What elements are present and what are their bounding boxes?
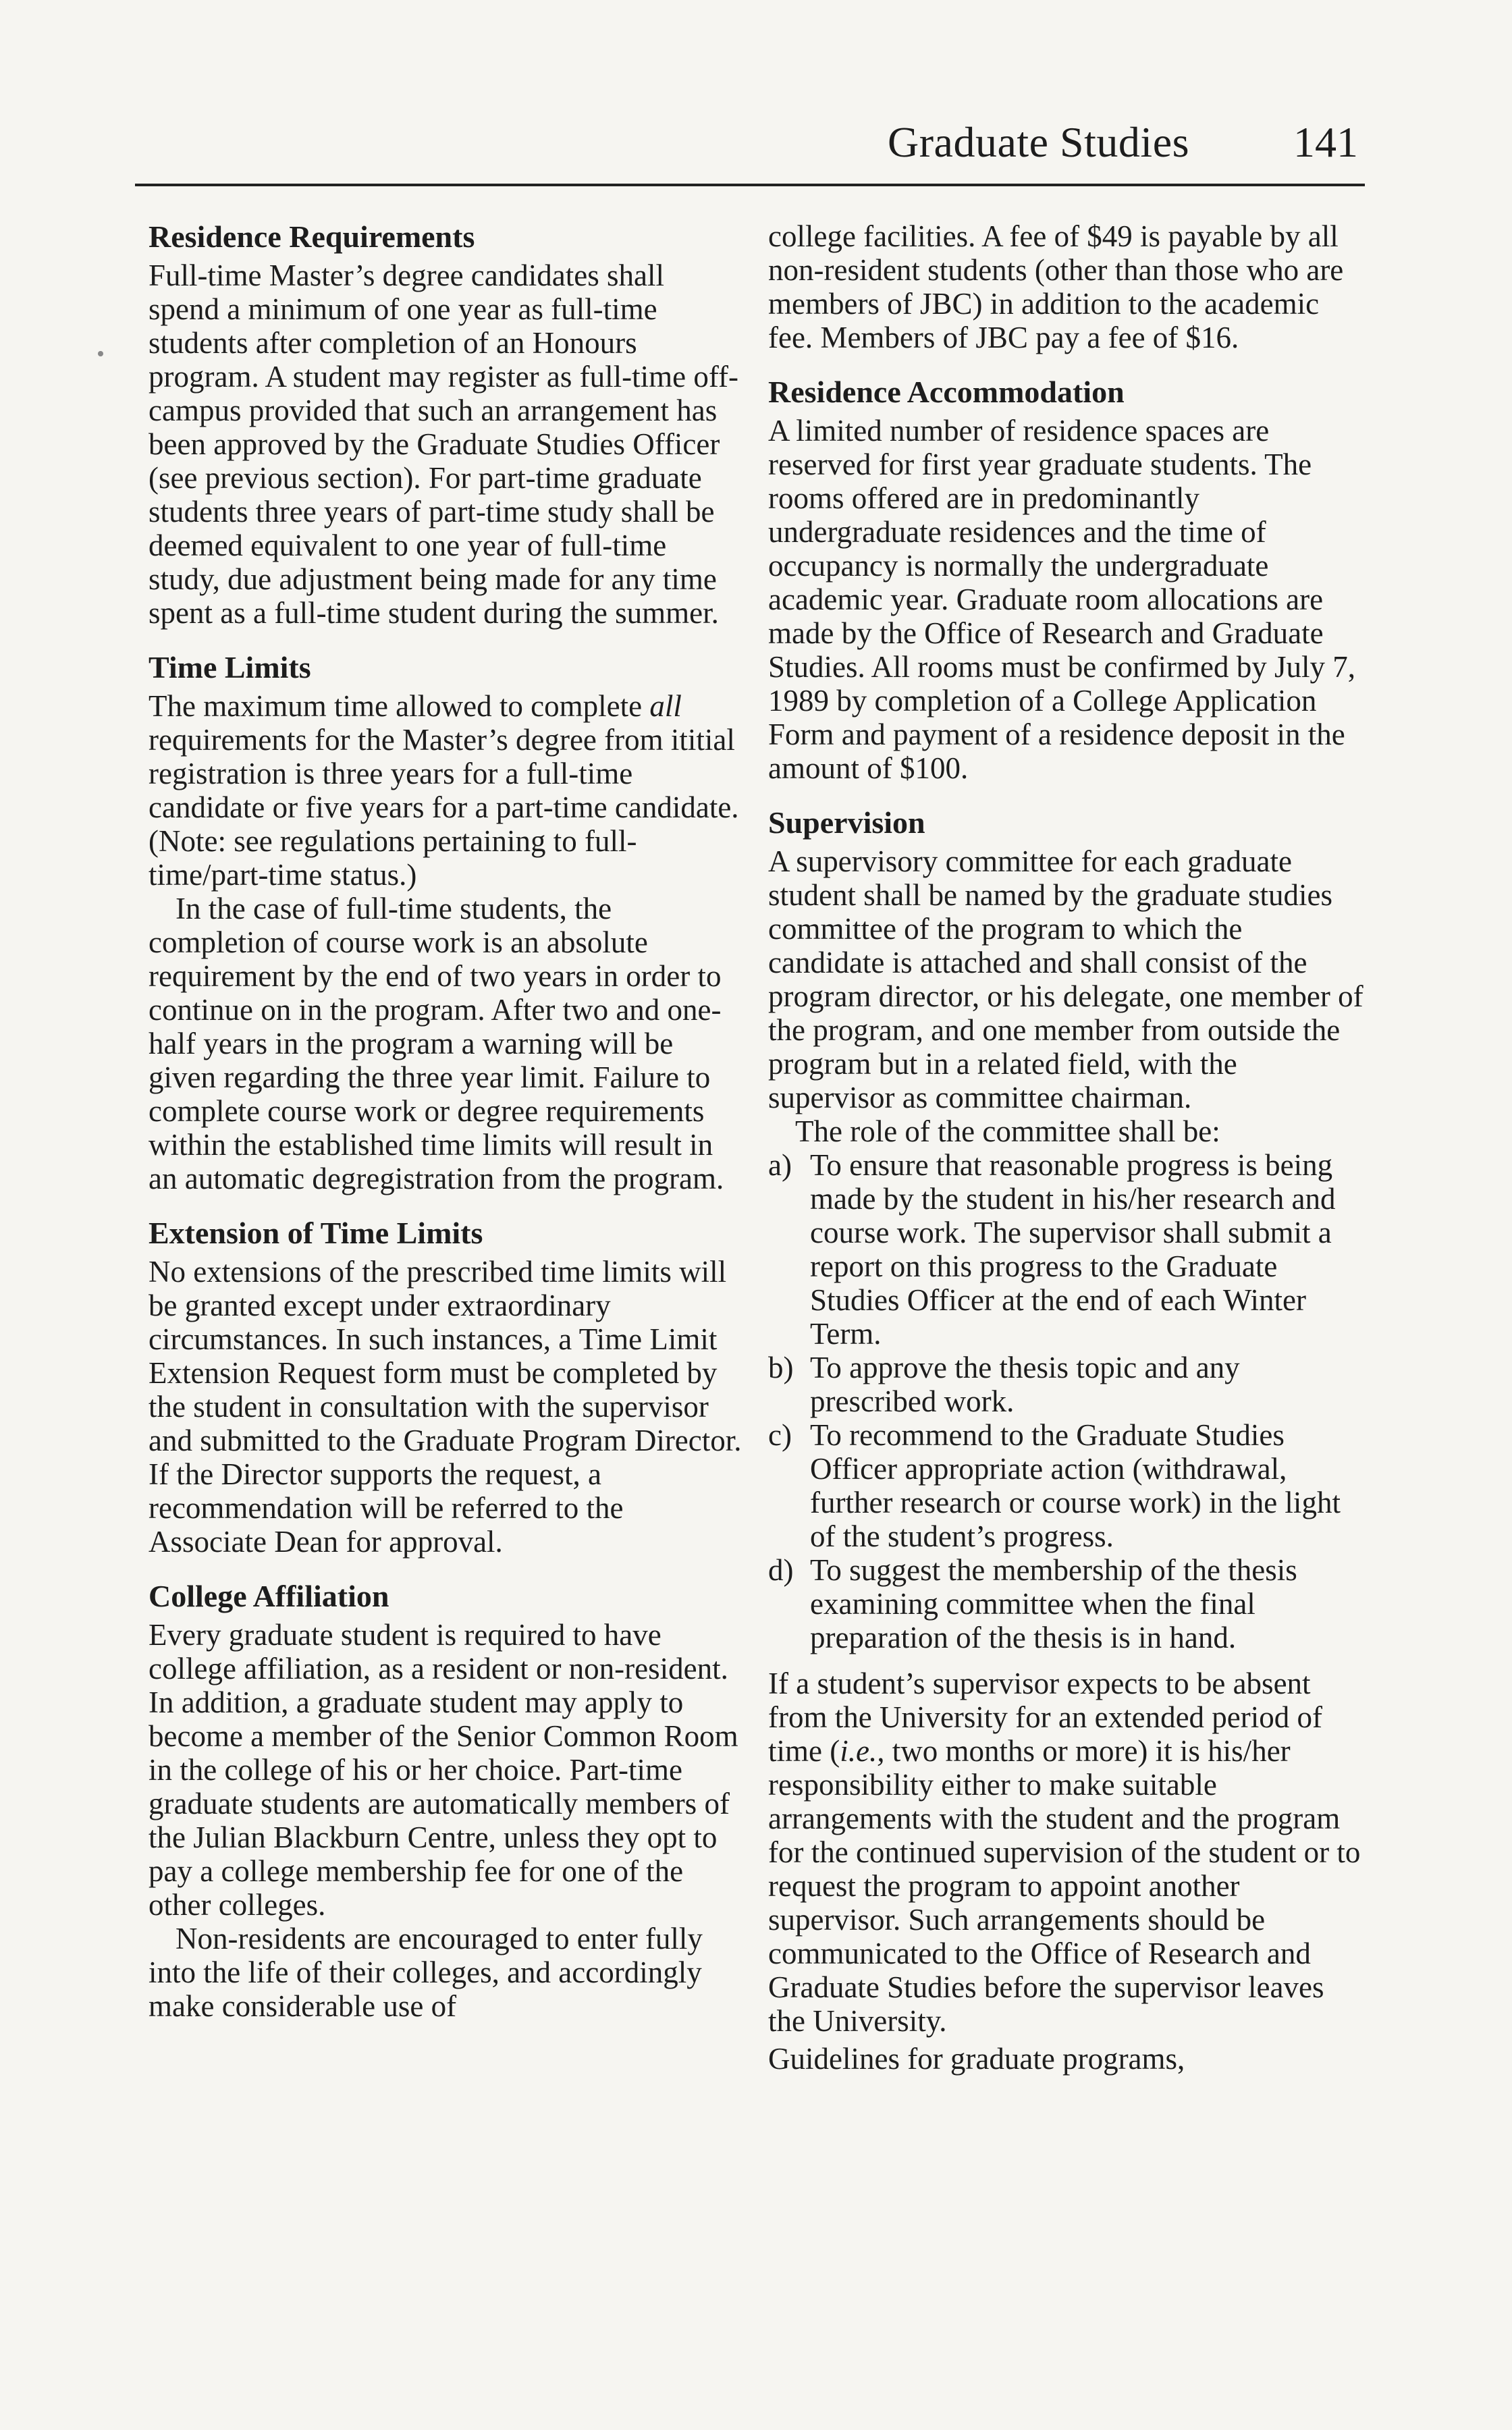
list-text: To recommend to the Graduate Studies Officer appropriate action (withdrawal, further research or course work) in the light of the student’s progress. xyxy=(810,1418,1341,1553)
right-column xyxy=(768,219,1366,2096)
list-label: b) xyxy=(768,1351,794,1384)
section-residence-requirements xyxy=(148,219,742,630)
paragraph: The role of the committee shall be: xyxy=(795,1114,1220,1148)
section-residence-accommodation xyxy=(768,375,1366,785)
text-run: two months or more) it is his/her responsibility either to make suitable arrangements with the student and the program for the continued supervision of the student or to request the program to appoint another supervisor. Such arrangements should be communicated to the Office of Research and Graduate Studies before the supervisor leaves the University. xyxy=(768,1734,1361,2038)
section-heading: Supervision xyxy=(768,805,925,840)
text-run: The maximum time allowed to complete xyxy=(148,689,650,723)
section-college-affiliation xyxy=(148,1579,742,2023)
paragraph: Every graduate student is required to have college affiliation, as a resident or non-resident. In addition, a graduate student may apply to become a member of the Senior Common Room in the college of his or her choice. Part-time graduate students are automatically members of the Julian Blackburn Centre, unless they opt to pay a college membership fee for one of the other colleges. xyxy=(148,1618,738,1922)
list-item xyxy=(768,1351,1366,1418)
paragraph: A supervisory committee for each graduate student shall be named by the graduate studies committee of the program to which the candidate is attached and shall consist of the program director, or his delegate, one member of the program, and one member from outside the program but in a related field, with the supervisor as committee chairman. xyxy=(768,844,1364,1114)
paragraph: A limited number of residence spaces are reserved for first year graduate students. The rooms offered are in predominantly undergraduate residences and the time of occupancy is normally the undergraduate academic year. Graduate room allocations are made by the Office of Research and Graduate Studies. All rooms must be confirmed by July 7, 1989 by completion of a College Application Form and payment of a residence deposit in the amount of $100. xyxy=(768,414,1355,785)
section-continuation xyxy=(768,219,1366,354)
list-label: c) xyxy=(768,1418,792,1452)
section-time-limits xyxy=(148,650,742,1195)
section-extension-of-time-limits xyxy=(148,1216,742,1559)
emphasis: i.e., xyxy=(840,1734,885,1768)
paragraph: Guidelines for graduate programs, xyxy=(768,2042,1185,2076)
committee-roles-list xyxy=(768,1148,1366,1654)
list-item xyxy=(768,1418,1366,1553)
section-heading: College Affiliation xyxy=(148,1579,389,1613)
section-heading: Residence Accommodation xyxy=(768,375,1125,409)
section-heading: Time Limits xyxy=(148,650,311,684)
list-item xyxy=(768,1553,1366,1654)
paragraph xyxy=(148,689,742,892)
list-item xyxy=(768,1148,1366,1351)
running-title: Graduate Studies xyxy=(888,118,1189,166)
page-header xyxy=(135,113,1365,186)
section-heading: Extension of Time Limits xyxy=(148,1216,483,1250)
list-text: To suggest the membership of the thesis examining committee when the final preparation of the thesis is in hand. xyxy=(810,1553,1297,1654)
list-label: a) xyxy=(768,1148,792,1182)
margin-dot xyxy=(98,351,103,356)
section-heading: Residence Requirements xyxy=(148,219,475,254)
paragraph: No extensions of the prescribed time limits will be granted except under extraordinary circumstances. In such instances, a Time Limit Extension Request form must be completed by the student in consultation with the supervisor and submitted to the Graduate Program Director. If the Director supports the request, a recommendation will be referred to the Associate Dean for approval. xyxy=(148,1255,742,1559)
list-text: To approve the thesis topic and any prescribed work. xyxy=(810,1351,1240,1418)
paragraph: Full-time Master’s degree candidates shall spend a minimum of one year as full-time students after completion of an Honours program. A student may register as full-time off-campus provided that such an arrangement has been approved by the Graduate Studies Officer (see previous section). For part-time graduate students three years of part-time study shall be deemed equivalent to one year of full-time study, due adjustment being made for any time spent as a full-time student during the summer. xyxy=(148,259,738,630)
text-run: requirements for the Master’s degree from ititial registration is three years for a full-time candidate or five years for a part-time candidate. (Note: see regulations pertaining to full-time/part-time status.) xyxy=(148,723,739,892)
list-text: To ensure that reasonable progress is being made by the student in his/her research and course work. The supervisor shall submit a report on this progress to the Graduate Studies Officer at the end of each Winter Term. xyxy=(810,1148,1336,1351)
section-supervision xyxy=(768,805,1366,2076)
paragraph: Non-residents are encouraged to enter fully into the life of their colleges, and accordingly make considerable use of xyxy=(148,1922,703,2023)
page-number: 141 xyxy=(1293,118,1358,166)
paragraph: In the case of full-time students, the completion of course work is an absolute requirement by the end of two years in order to continue on in the program. After two and one-half years in the program a warning will be given regarding the three year limit. Failure to complete course work or degree requirements within the established time limits will result in an automatic degregistration from the program. xyxy=(148,892,724,1195)
text-run: If a student’s supervisor expects to be absent from the University for an extended period of time ( xyxy=(768,1667,1322,1768)
left-column xyxy=(148,219,742,2043)
paragraph: college facilities. A fee of $49 is payable by all non-resident students (other than those who are members of JBC) in addition to the academic fee. Members of JBC pay a fee of $16. xyxy=(768,219,1344,354)
paragraph xyxy=(768,1667,1366,2038)
emphasis: all xyxy=(649,689,682,723)
list-label: d) xyxy=(768,1553,794,1587)
